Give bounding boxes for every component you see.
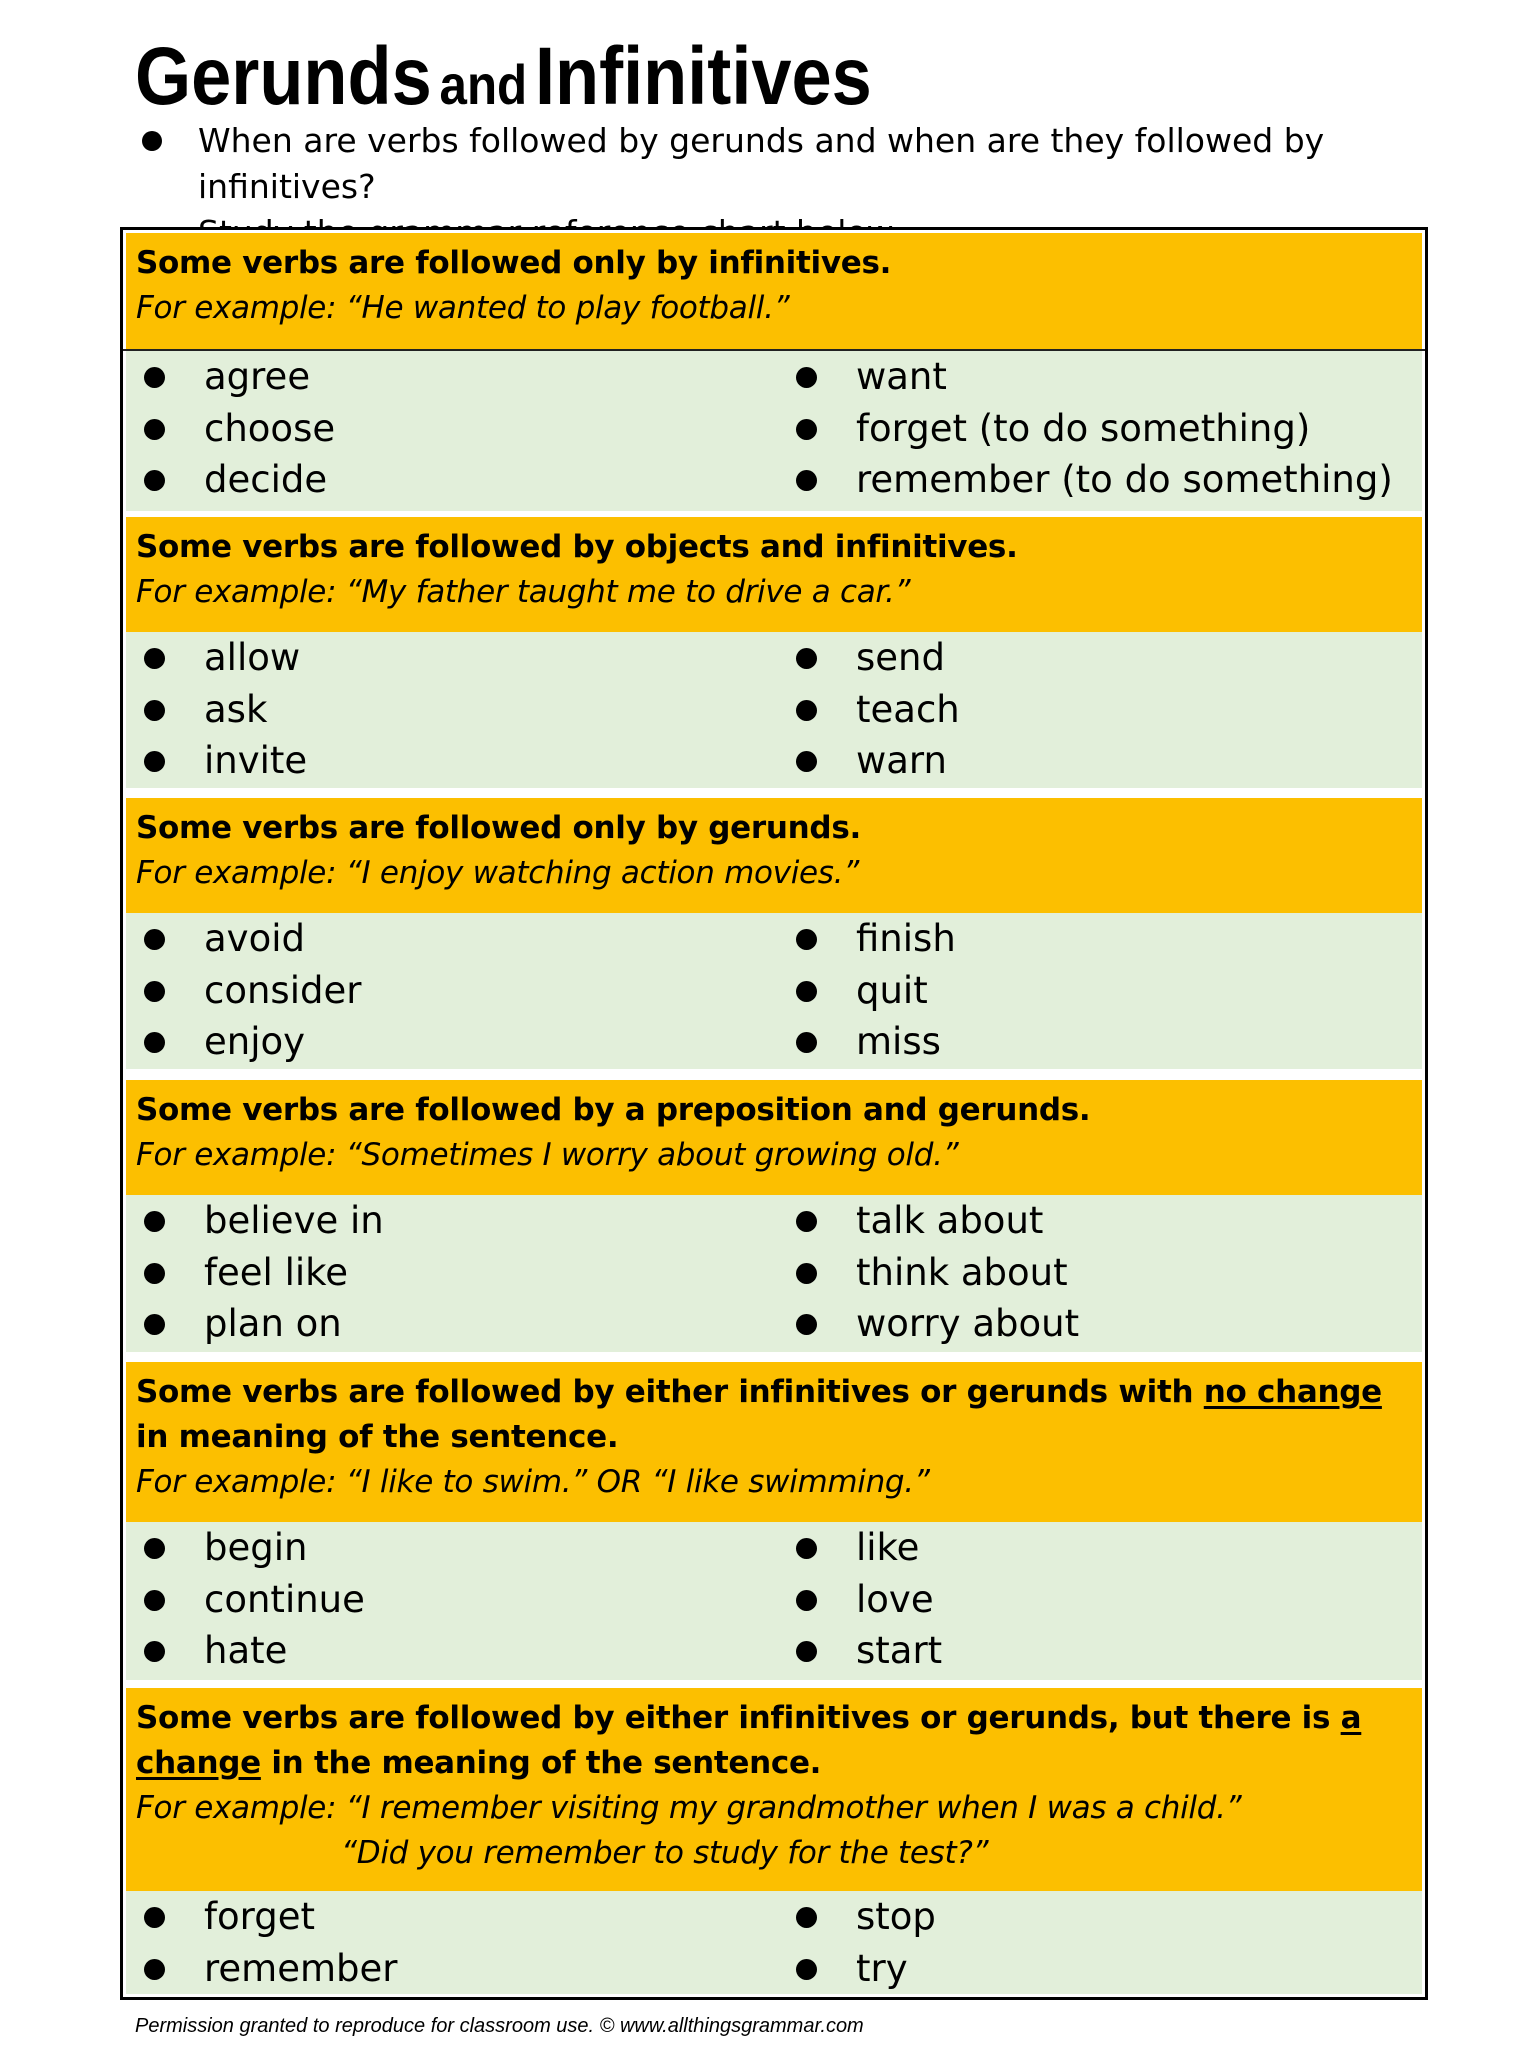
bullet-icon (796, 1959, 817, 1980)
verb-label: think about (856, 1250, 1068, 1294)
list-item (136, 1195, 766, 1247)
section-rule (136, 1370, 1412, 1460)
bullet-icon (796, 751, 817, 772)
verb-label: remember (204, 1946, 398, 1990)
list-item (788, 1247, 1418, 1299)
list-item (136, 735, 766, 787)
verb-label: forget (204, 1895, 315, 1938)
section-header-infinitives-only (126, 233, 1422, 349)
list-item (136, 913, 766, 965)
verb-column-right (788, 351, 1418, 506)
list-item (136, 684, 766, 736)
list-item (788, 735, 1418, 787)
section-rule: Some verbs are followed by objects and infinitives. (136, 529, 1018, 565)
title-infinitives: Infinitives (534, 31, 872, 122)
verb-list-no-change (126, 1522, 1422, 1680)
list-item (788, 1522, 1418, 1574)
list-item (136, 1891, 766, 1943)
title-gerunds: Gerunds (135, 31, 432, 122)
list-item (136, 965, 766, 1017)
bullet-icon (796, 1314, 817, 1335)
bullet-icon (144, 648, 165, 669)
list-item (788, 403, 1418, 455)
verb-label: enjoy (204, 1020, 306, 1063)
bullet-icon (144, 1590, 165, 1611)
verb-label: avoid (204, 917, 305, 960)
list-item (788, 913, 1418, 965)
bullet-icon (144, 419, 165, 440)
list-item (136, 1298, 766, 1350)
bullet-icon (796, 1641, 817, 1662)
list-item (136, 1943, 766, 1995)
section-example: For example: “My father taught me to drive a car.” (136, 574, 911, 610)
bullet-icon (796, 1032, 817, 1053)
bullet-icon (796, 700, 817, 721)
bullet-icon (796, 1211, 817, 1232)
list-item (788, 965, 1418, 1017)
verb-list-infinitives-only (126, 351, 1422, 511)
bullet-icon (796, 929, 817, 950)
bullet-icon (796, 981, 817, 1002)
list-item (788, 1298, 1418, 1350)
section-header-gerunds-only (126, 798, 1422, 913)
verb-label: choose (204, 406, 336, 450)
verb-label: believe in (204, 1199, 384, 1242)
bullet-icon (796, 470, 817, 491)
verb-column-right (788, 1891, 1418, 1994)
page-title (135, 30, 872, 124)
verb-label: remember (to do something) (856, 458, 1393, 501)
section-rule: Some verbs are followed by a preposition and gerunds. (136, 1092, 1091, 1128)
section-header-change (126, 1688, 1422, 1891)
verb-label: allow (204, 636, 301, 679)
emphasis-no-change: no change (1203, 1374, 1382, 1410)
section-rule (136, 1696, 1412, 1786)
bullet-icon (144, 751, 165, 772)
verb-column-right (788, 1195, 1418, 1350)
verb-label: stop (856, 1895, 936, 1938)
list-item (136, 1625, 766, 1677)
verb-column-right (788, 913, 1418, 1068)
verb-label: invite (204, 739, 308, 782)
verb-label: plan on (204, 1302, 342, 1345)
bullet-icon (796, 648, 817, 669)
verb-label: start (856, 1629, 943, 1672)
list-item (136, 1247, 766, 1299)
verb-label: finish (856, 917, 956, 960)
grammar-chart (120, 227, 1428, 2000)
verb-list-preposition-gerunds (126, 1195, 1422, 1352)
footer-permission: Permission granted to reproduce for classroom use. © www.allthingsgrammar.com (135, 2015, 864, 2037)
bullet-icon (796, 419, 817, 440)
verb-label: hate (204, 1629, 288, 1672)
section-header-no-change (126, 1362, 1422, 1522)
verb-label: decide (204, 458, 328, 501)
verb-label: try (856, 1946, 908, 1990)
emphasis-a-change: a change (136, 1700, 1362, 1781)
verb-label: miss (856, 1020, 941, 1063)
verb-column-right (788, 632, 1418, 787)
section-rule-part: in meaning of the sentence. (136, 1419, 619, 1455)
list-item (788, 1891, 1418, 1943)
verb-list-objects-infinitives (126, 632, 1422, 788)
verb-label: quit (856, 968, 928, 1012)
verb-label: begin (204, 1526, 308, 1569)
verb-label: love (856, 1577, 934, 1621)
bullet-icon (144, 929, 165, 950)
verb-label: worry about (856, 1302, 1080, 1345)
list-item (136, 1574, 766, 1626)
list-item (788, 454, 1418, 506)
list-item (788, 1943, 1418, 1995)
section-header-objects-infinitives (126, 517, 1422, 632)
verb-list-gerunds-only (126, 913, 1422, 1069)
verb-column-right (788, 1522, 1418, 1677)
intro-line-1: When are verbs followed by gerunds and when are they followed by infinitives? (198, 121, 1325, 206)
verb-column-left (136, 1522, 766, 1677)
verb-label: want (856, 355, 947, 398)
bullet-icon (144, 1263, 165, 1284)
bullet-icon (144, 1538, 165, 1559)
section-rule: Some verbs are followed only by infinitives. (136, 245, 892, 281)
bullet-icon (142, 131, 162, 151)
title-and: and (439, 53, 528, 116)
verb-label: send (856, 636, 945, 679)
bullet-icon (144, 1907, 165, 1928)
list-item (788, 1574, 1418, 1626)
bullet-icon (796, 1907, 817, 1928)
bullet-icon (144, 1959, 165, 1980)
list-item (788, 632, 1418, 684)
verb-list-change (126, 1891, 1422, 1994)
bullet-icon (144, 367, 165, 388)
list-item (136, 632, 766, 684)
verb-label: ask (204, 687, 268, 731)
bullet-icon (144, 981, 165, 1002)
bullet-icon (144, 1032, 165, 1053)
list-item (788, 351, 1418, 403)
verb-column-left (136, 632, 766, 787)
bullet-icon (144, 1211, 165, 1232)
list-item (788, 1195, 1418, 1247)
section-header-preposition-gerunds (126, 1080, 1422, 1195)
list-item (136, 1522, 766, 1574)
verb-label: agree (204, 355, 311, 398)
verb-label: like (856, 1526, 920, 1569)
verb-column-left (136, 351, 766, 506)
bullet-icon (144, 700, 165, 721)
verb-column-left (136, 1195, 766, 1350)
bullet-icon (796, 1263, 817, 1284)
verb-label: teach (856, 687, 960, 731)
verb-column-left (136, 1891, 766, 1994)
verb-label: warn (856, 739, 947, 782)
section-rule-part: Some verbs are followed by either infinitives or gerunds with (136, 1374, 1204, 1410)
section-rule-part: in the meaning of the sentence. (260, 1745, 822, 1781)
list-item (788, 1625, 1418, 1677)
list-item (136, 403, 766, 455)
section-rule-part: Some verbs are followed by either infinitives or gerunds, but there is (136, 1700, 1341, 1736)
section-example: For example: “He wanted to play football.” (136, 290, 790, 326)
section-example: For example: “I enjoy watching action movies.” (136, 855, 859, 891)
section-example: For example: “I remember visiting my grandmother when I was a child.” (136, 1790, 1242, 1826)
section-example-2: “Did you remember to study for the test?” (341, 1835, 989, 1871)
list-item (788, 684, 1418, 736)
verb-label: continue (204, 1577, 365, 1621)
verb-label: consider (204, 968, 362, 1012)
list-item (788, 1016, 1418, 1068)
verb-label: feel like (204, 1250, 349, 1294)
section-rule: Some verbs are followed only by gerunds. (136, 810, 861, 846)
list-item (136, 1016, 766, 1068)
bullet-icon (144, 1641, 165, 1662)
bullet-icon (144, 470, 165, 491)
list-item (136, 351, 766, 403)
bullet-icon (796, 1538, 817, 1559)
bullet-icon (796, 367, 817, 388)
section-example: For example: “Sometimes I worry about growing old.” (136, 1137, 959, 1173)
verb-column-left (136, 913, 766, 1068)
section-example: For example: “I like to swim.” OR “I like swimming.” (136, 1464, 930, 1500)
verb-label: forget (to do something) (856, 406, 1311, 450)
bullet-icon (144, 1314, 165, 1335)
verb-label: talk about (856, 1199, 1044, 1242)
bullet-icon (796, 1590, 817, 1611)
list-item (136, 454, 766, 506)
